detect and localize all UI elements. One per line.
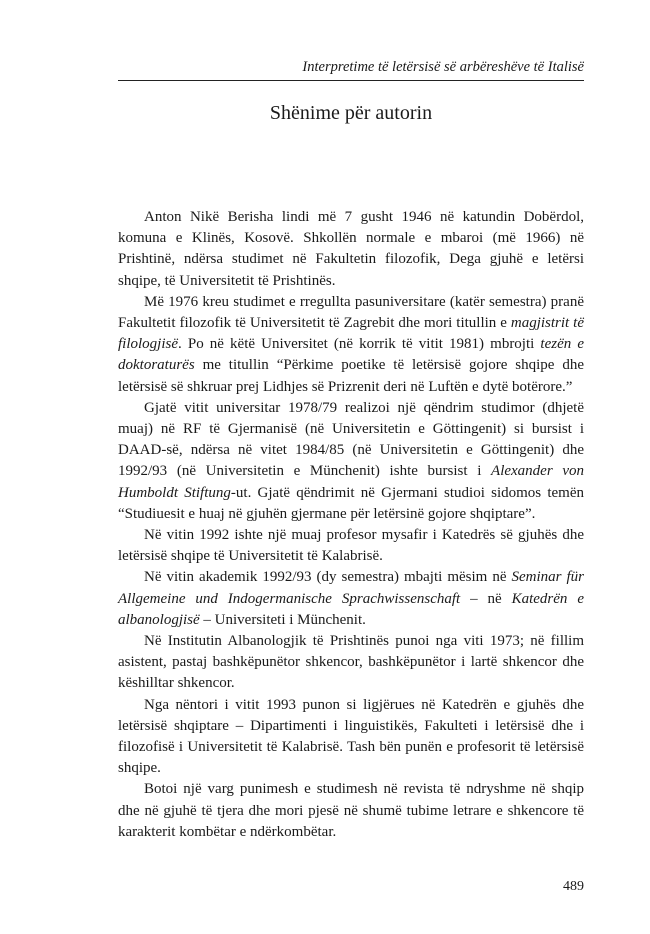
text-run: Anton Nikë Berisha lindi më 7 gusht 1946 në katundin Dobërdol, komuna e Klinës, Kosovë. Shkollën normale e mbaroi (më 1966) në Prishtinë, ndërsa studimet në Fakultetin filozofik, Dega gjuhë e letërsi shqipe, të Universitetit të Prishtinës.	[118, 209, 584, 289]
body-paragraph	[118, 292, 584, 398]
body-paragraph	[118, 779, 584, 843]
text-run: . Po në këtë Universitet (në korrik të vitit 1981) mbrojti	[178, 336, 541, 353]
italic-text: Seminar für Allgemeine und Indogermanische Sprachwissenschaft	[118, 569, 585, 607]
body-paragraph	[118, 525, 584, 567]
text-run: Nga nëntori i vitit 1993 punon si ligjërues në Katedrën e gjuhës dhe letërsisë shqiptare – Dipartimenti i linguistikës, Fakulteti i letërsisë dhe i filozofisë i Universitetit të Kalabrisë. Tash bën punën e profesorit të letërsisë shqipe.	[118, 696, 584, 777]
text-run: me titullin “Përkime poetike të letërsisë gojore shqipe dhe letërsisë së shkruar prej Lidhjes së Prizrenit deri në Luftën e dytë botërore.”	[118, 357, 584, 395]
page-title: Shënime për autorin	[269, 102, 433, 124]
italic-text: Katedrën e albanologjisë	[118, 590, 584, 628]
body-paragraph	[118, 631, 584, 695]
page-number: 489	[563, 879, 584, 894]
text-run: -ut. Gjatë qëndrimit në Gjermani studioi sidomos temën “Studiuesit e huaj në gjuhën gjermane për letërsinë gojore shqiptare”.	[118, 484, 584, 522]
text-run: Gjatë vitit universitar 1978/79 realizoi një qëndrim studimor (dhjetë muaj) në RF të Gjermanisë (në Universitetin e Göttingenit) si bursist i DAAD-së, ndërsa në vitet 1984/85 (në Universitetin e Göttingenit) dhe 1992/93 (në Universitetin e Münchenit) ishte bursist i	[118, 399, 584, 480]
text-run: Në Institutin Albanologjik të Prishtinës punoi nga viti 1973; në fillim asistent, pastaj bashkëpunëtor shkencor, bashkëpunëtor i lartë shkencor dhe këshilltar shkencor.	[118, 633, 584, 692]
italic-text: magjistrit të filologjisë	[118, 315, 584, 353]
text-run: – në	[460, 590, 512, 607]
italic-text: Alexander von Humboldt Stiftung	[118, 463, 584, 501]
body-paragraph	[118, 207, 584, 292]
text-run: – Universiteti i Münchenit.	[199, 611, 366, 628]
text-run: Më 1976 kreu studimet e rregullta pasuniversitare (katër semestra) pranë Fakultetit filozofik të Universitetit të Zagrebit dhe mori titullin e	[118, 293, 584, 332]
body-paragraph	[118, 567, 584, 631]
text-run: Në vitin akademik 1992/93 (dy semestra) mbajti mësim në	[144, 569, 512, 586]
header-rule	[118, 80, 584, 81]
italic-text: tezën e doktoraturës	[118, 336, 584, 374]
running-header: Interpretime të letërsisë së arbëreshëve të Italisë	[302, 59, 584, 75]
body-paragraph	[118, 398, 584, 525]
text-run: Botoi një varg punimesh e studimesh në revista të ndryshme në shqip dhe në gjuhë të tjera dhe mori pjesë në shumë tubime letrare e shkencore të karakterit kombëtar e ndërkombëtar.	[118, 781, 584, 840]
body-paragraph	[118, 695, 584, 780]
body-text	[118, 207, 584, 843]
text-run: Në vitin 1992 ishte një muaj profesor mysafir i Katedrës së gjuhës dhe letërsisë shqipe të Universitetit të Kalabrisë.	[118, 527, 584, 565]
